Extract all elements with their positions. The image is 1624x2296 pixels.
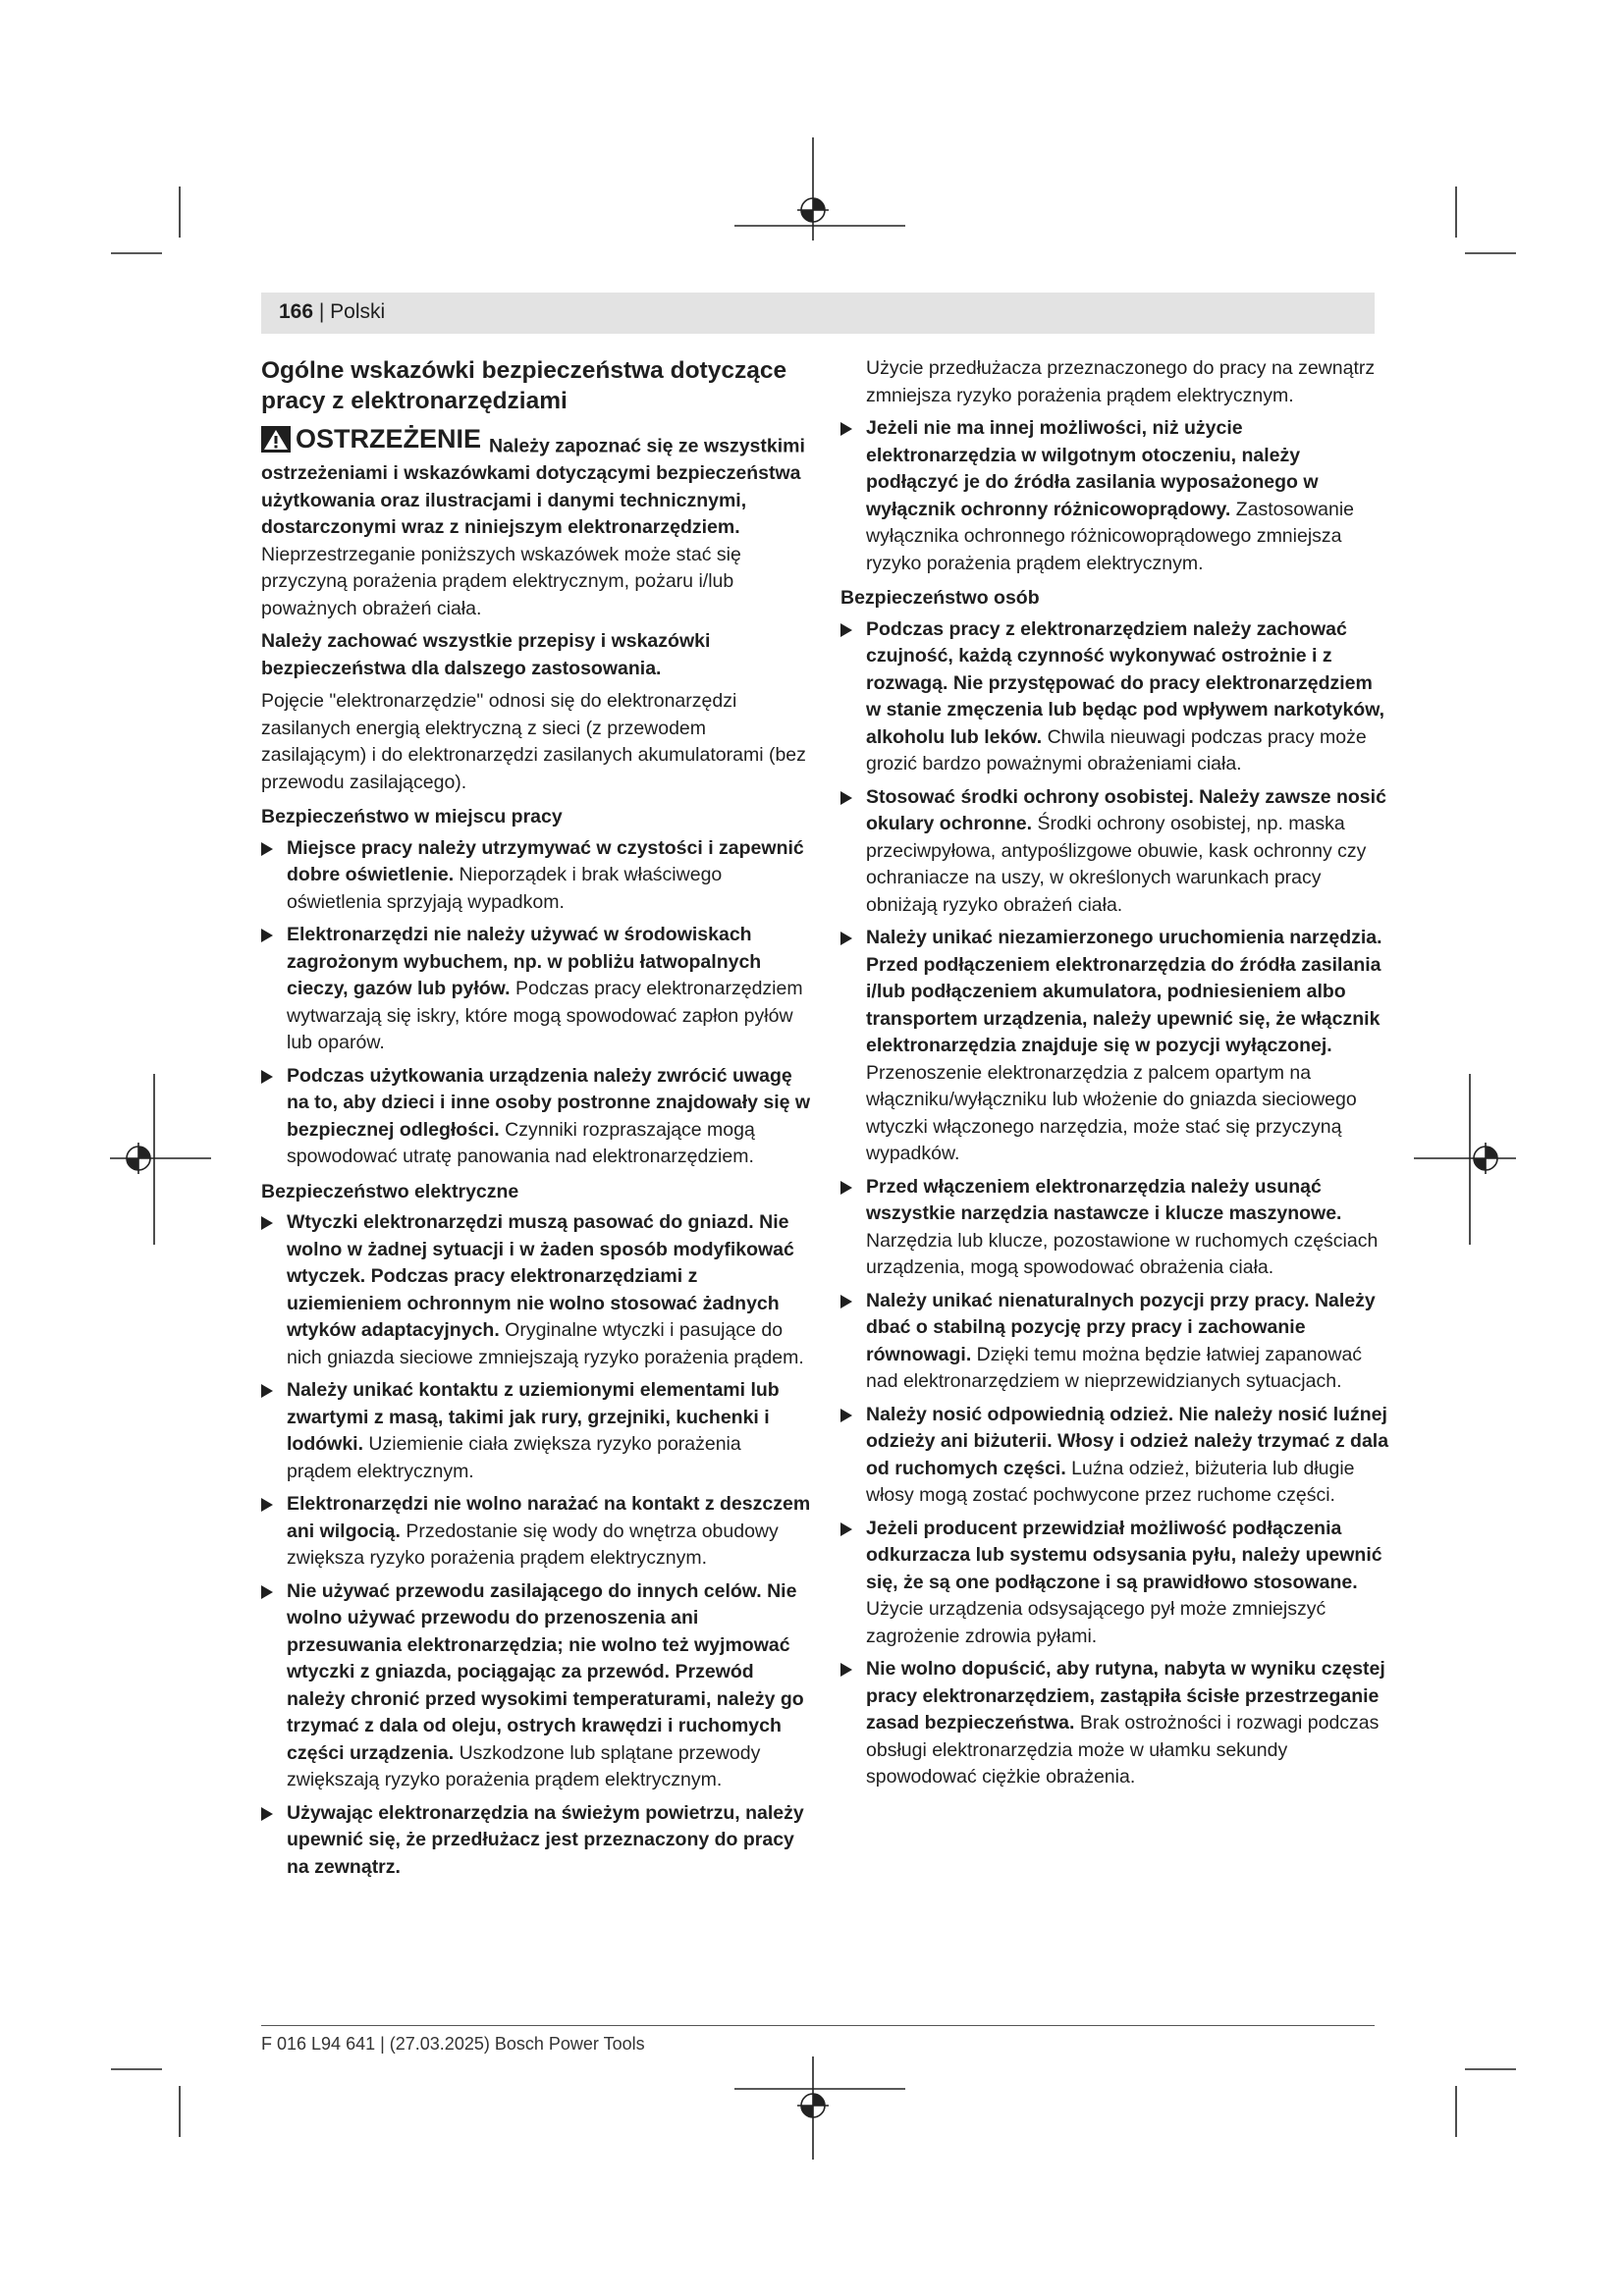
item-normal-text: Użycie urządzenia odsysającego pył może zmniejszyć zagrożenie zdrowia pyłami. bbox=[866, 1598, 1326, 1647]
warning-badge bbox=[261, 424, 481, 454]
page-footer: F 016 L94 641 | (27.03.2025) Bosch Power Tools bbox=[261, 2034, 645, 2054]
item-normal-text: Nieporządek i brak właściwego oświetlenia sprzyjają wypadkom. bbox=[287, 864, 723, 913]
warning-label: OSTRZEŻENIE bbox=[296, 424, 482, 454]
bullet-arrow-icon bbox=[261, 1070, 273, 1084]
list-item bbox=[840, 1516, 1390, 1651]
list-item bbox=[840, 1174, 1390, 1282]
item-normal-text: Przenoszenie elektronarzędzia z palcem opartym na włączniku/wyłączniku lub włożenie do gniazda sieciowego wtyczki włączonego narzędzia, może stać się przyczyną wypadków. bbox=[866, 1061, 1357, 1164]
item-bold-text: Jeżeli nie ma innej możliwości, niż użycie elektronarzędzia w wilgotnym otoczeniu, należy podłączyć je do źródła zasilania wyposażonego w wyłącznik ochronny różnicowoprądowy. bbox=[866, 417, 1319, 520]
bullet-arrow-icon bbox=[261, 1498, 273, 1512]
warning-normal-text: Nieprzestrzeganie poniższych wskazówek może stać się przyczyną porażenia prądem elektrycznym, pożaru i/lub poważnych obrażeń ciała. bbox=[261, 543, 741, 619]
item-bold-text: Podczas pracy z elektronarzędziem należy zachować czujność, każdą czynność wykonywać ostrożnie i z rozwagą. Nie przystępować do pracy elektronarzędziem w stanie zmęczenia lub będąc pod wpływem narkotyków, alkoholu lub leków. bbox=[866, 617, 1385, 748]
list-item bbox=[840, 1402, 1390, 1510]
list-item bbox=[840, 415, 1390, 577]
item-normal-text: Dzięki temu można będzie łatwiej zapanować nad elektronarzędziem w nieprzewidzianych sytuacjach. bbox=[866, 1343, 1363, 1392]
item-normal-text: Czynniki rozpraszające mogą spowodować utratę panowania nad elektronarzędziem. bbox=[287, 1118, 755, 1167]
list-item-continued bbox=[840, 355, 1390, 409]
item-bold-text: Elektronarzędzi nie wolno narażać na kontakt z deszczem ani wilgocią. bbox=[287, 1493, 811, 1542]
page-header bbox=[261, 293, 1375, 334]
list-item bbox=[261, 1578, 811, 1794]
item-bold-text: Elektronarzędzi nie należy używać w środowiskach zagrożonym wybuchem, np. w pobliżu łatwopalnych cieczy, gazów lub pyłów. bbox=[287, 924, 762, 999]
warning-bold-text: Należy zapoznać się ze wszystkimi ostrzeżeniami i wskazówkami dotyczącymi bezpieczeństwa użytkowania oraz ilustracjami i danymi technicznymi, dostarczonymi wraz z niniejszym elektronarzędziem. bbox=[261, 435, 805, 538]
item-normal-text: Oryginalne wtyczki i pasujące do nich gniazda sieciowe zmniejszają ryzyko porażenia prądem. bbox=[287, 1319, 804, 1368]
list-item bbox=[261, 1491, 811, 1573]
bullet-arrow-icon bbox=[840, 1522, 852, 1536]
list-item bbox=[840, 925, 1390, 1168]
item-normal-text: Środki ochrony osobistej, np. maska przeciwpyłowa, antypoślizgowe obuwie, kask ochronny czy ochraniacze na uszy, w określonych warunkach pracy obniżają ryzyko obrażeń ciała. bbox=[866, 813, 1367, 916]
item-bold-text: Należy unikać niezamierzonego uruchomienia narzędzia. Przed podłączeniem elektronarzędzia do źródła zasilania i/lub podłączeniem akumulatora, podniesieniem albo transportem urządzenia, należy upewnić się, że włącznik elektronarzędzia znajduje się w pozycji wyłączonej. bbox=[866, 927, 1382, 1056]
item-bold-text: Nie wolno dopuścić, aby rutyna, nabyta w wyniku częstej pracy elektronarzędziem, zastąpiła ścisłe przestrzeganie zasad bezpieczeństwa. bbox=[866, 1658, 1385, 1734]
item-bold-text: Nie używać przewodu zasilającego do innych celów. Nie wolno używać przewodu do przenoszenia ani przesuwania elektronarzędzia; nie wolno też wyjmować wtyczki z gniazda, pociągając za przewód. Przewód należy chronić przed wysokimi temperaturami, należy go trzymać z dala od oleju, ostrych krawędzi i ruchomych części urządzenia. bbox=[287, 1579, 804, 1764]
bullet-arrow-icon bbox=[840, 1181, 852, 1195]
list-item bbox=[261, 1063, 811, 1171]
item-bold-text: Wtyczki elektronarzędzi muszą pasować do gniazd. Nie wolno w żadnej sytuacji i w żaden sposób modyfikować wtyczek. Podczas pracy elektronarzędziami z uziemieniem ochronnym nie wolno stosować żadnych wtyków adaptacyjnych. bbox=[287, 1211, 794, 1341]
bullet-arrow-icon bbox=[840, 1663, 852, 1677]
item-normal-text: Chwila nieuwagi podczas pracy może grozić bardzo poważnymi obrażeniami ciała. bbox=[866, 725, 1367, 774]
item-bold-text: Podczas użytkowania urządzenia należy zwrócić uwagę na to, aby dzieci i inne osoby postronne znajdowały się w bezpiecznej odległości. bbox=[287, 1064, 811, 1141]
item-normal-text: Narzędzia lub klucze, pozostawione w ruchomych częściach urządzenia, mogą spowodować obrażenia ciała. bbox=[866, 1229, 1379, 1278]
language-label: Polski bbox=[330, 300, 386, 323]
list-item bbox=[840, 1288, 1390, 1396]
item-normal-text: Uziemienie ciała zwiększa ryzyko porażenia prądem elektrycznym. bbox=[287, 1433, 741, 1482]
bullet-arrow-icon bbox=[840, 422, 852, 436]
bullet-arrow-icon bbox=[261, 842, 273, 856]
bullet-arrow-icon bbox=[261, 929, 273, 942]
bullet-arrow-icon bbox=[840, 932, 852, 945]
keep-instructions-note: Należy zachować wszystkie przepisy i wskazówki bezpieczeństwa dla dalszego zastosowania. bbox=[261, 630, 711, 679]
bullet-arrow-icon bbox=[840, 623, 852, 637]
list-item bbox=[261, 1377, 811, 1485]
warning-block bbox=[261, 424, 811, 622]
page-number: 166 bbox=[279, 300, 314, 323]
work-area-title: Bezpieczeństwo w miejscu pracy bbox=[261, 806, 563, 828]
warning-triangle-icon bbox=[261, 426, 291, 453]
bullet-arrow-icon bbox=[261, 1807, 273, 1821]
item-bold-text: Jeżeli producent przewidział możliwość podłączenia odkurzacza lub systemu odsysania pyłu, należy upewnić się, że są one podłączone i są prawidłowo stosowane. bbox=[866, 1517, 1382, 1593]
list-item bbox=[261, 1800, 811, 1882]
item-bold-text: Przed włączeniem elektronarzędzia należy usunąć wszystkie narzędzia nastawcze i klucze maszynowe. bbox=[866, 1175, 1342, 1224]
list-item bbox=[840, 616, 1390, 778]
list-item bbox=[261, 835, 811, 917]
section-title: Ogólne wskazówki bezpieczeństwa dotyczące pracy z elektronarzędziami bbox=[261, 357, 787, 414]
item-normal-text: Podczas pracy elektronarzędziem wytwarzają się iskry, które mogą spowodować zapłon pyłów lub oparów. bbox=[287, 978, 803, 1053]
item-normal-text: Zastosowanie wyłącznika ochronnego różnicowoprądowego zmniejsza ryzyko porażenia prądem elektrycznym. bbox=[866, 498, 1355, 574]
item-normal-text: Uszkodzone lub splątane przewody zwiększają ryzyko porażenia prądem elektrycznym. bbox=[287, 1741, 761, 1790]
item-normal-text: Brak ostrożności i rozwagi podczas obsługi elektronarzędzia może w ułamku sekundy spowodować ciężkie obrażenia. bbox=[866, 1712, 1380, 1788]
footer-divider bbox=[261, 2025, 1375, 2026]
item-normal-text: Luźna odzież, biżuteria lub długie włosy mogą zostać pochwycone przez ruchome części. bbox=[866, 1457, 1355, 1506]
item-bold-text: Miejsce pracy należy utrzymywać w czystości i zapewnić dobre oświetlenie. bbox=[287, 836, 804, 885]
bullet-arrow-icon bbox=[840, 791, 852, 805]
item-bold-text: Należy nosić odpowiednią odzież. Nie należy nosić luźnej odzieży ani biżuterii. Włosy i odzież należy trzymać z dala od ruchomych części. bbox=[866, 1403, 1389, 1479]
list-item bbox=[840, 1656, 1390, 1791]
page-number-label: 166 | Polski bbox=[279, 300, 386, 323]
item-bold-text: Należy unikać kontaktu z uziemionymi elementami lub zwartymi z masą, takimi jak rury, grzejniki, kuchenki i lodówki. bbox=[287, 1379, 780, 1455]
list-item bbox=[261, 1209, 811, 1371]
bullet-arrow-icon bbox=[840, 1409, 852, 1422]
bullet-arrow-icon bbox=[840, 1295, 852, 1308]
item-normal-text: Przedostanie się wody do wnętrza obudowy zwiększa ryzyko porażenia prądem elektrycznym. bbox=[287, 1520, 779, 1569]
personal-safety-title: Bezpieczeństwo osób bbox=[840, 587, 1040, 609]
item-normal-text: Użycie przedłużacza przeznaczonego do pracy na zewnątrz zmniejsza ryzyko porażenia prądem elektrycznym. bbox=[866, 357, 1376, 406]
bullet-arrow-icon bbox=[261, 1384, 273, 1398]
list-item bbox=[261, 922, 811, 1057]
electrical-safety-title: Bezpieczeństwo elektryczne bbox=[261, 1180, 519, 1202]
item-bold-text: Należy unikać nienaturalnych pozycji przy pracy. Należy dbać o stabilną pozycję przy pracy i zachowanie równowagi. bbox=[866, 1289, 1376, 1365]
definition-text: Pojęcie "elektronarzędzie" odnosi się do elektronarzędzi zasilanych energią elektryczną z sieci (z przewodem zasilającym) i do elektronarzędzi zasilanych akumulatorami (bez przewodu zasilającego). bbox=[261, 690, 806, 793]
list-item bbox=[840, 784, 1390, 920]
right-column bbox=[840, 355, 1390, 1797]
item-bold-text: Stosować środki ochrony osobistej. Należy zawsze nosić okulary ochronne. bbox=[866, 785, 1386, 834]
left-column bbox=[261, 355, 811, 1887]
item-bold-text: Używając elektronarzędzia na świeżym powietrzu, należy upewnić się, że przedłużacz jest przeznaczony do pracy na zewnątrz. bbox=[287, 1801, 804, 1878]
bullet-arrow-icon bbox=[261, 1585, 273, 1599]
bullet-arrow-icon bbox=[261, 1216, 273, 1230]
